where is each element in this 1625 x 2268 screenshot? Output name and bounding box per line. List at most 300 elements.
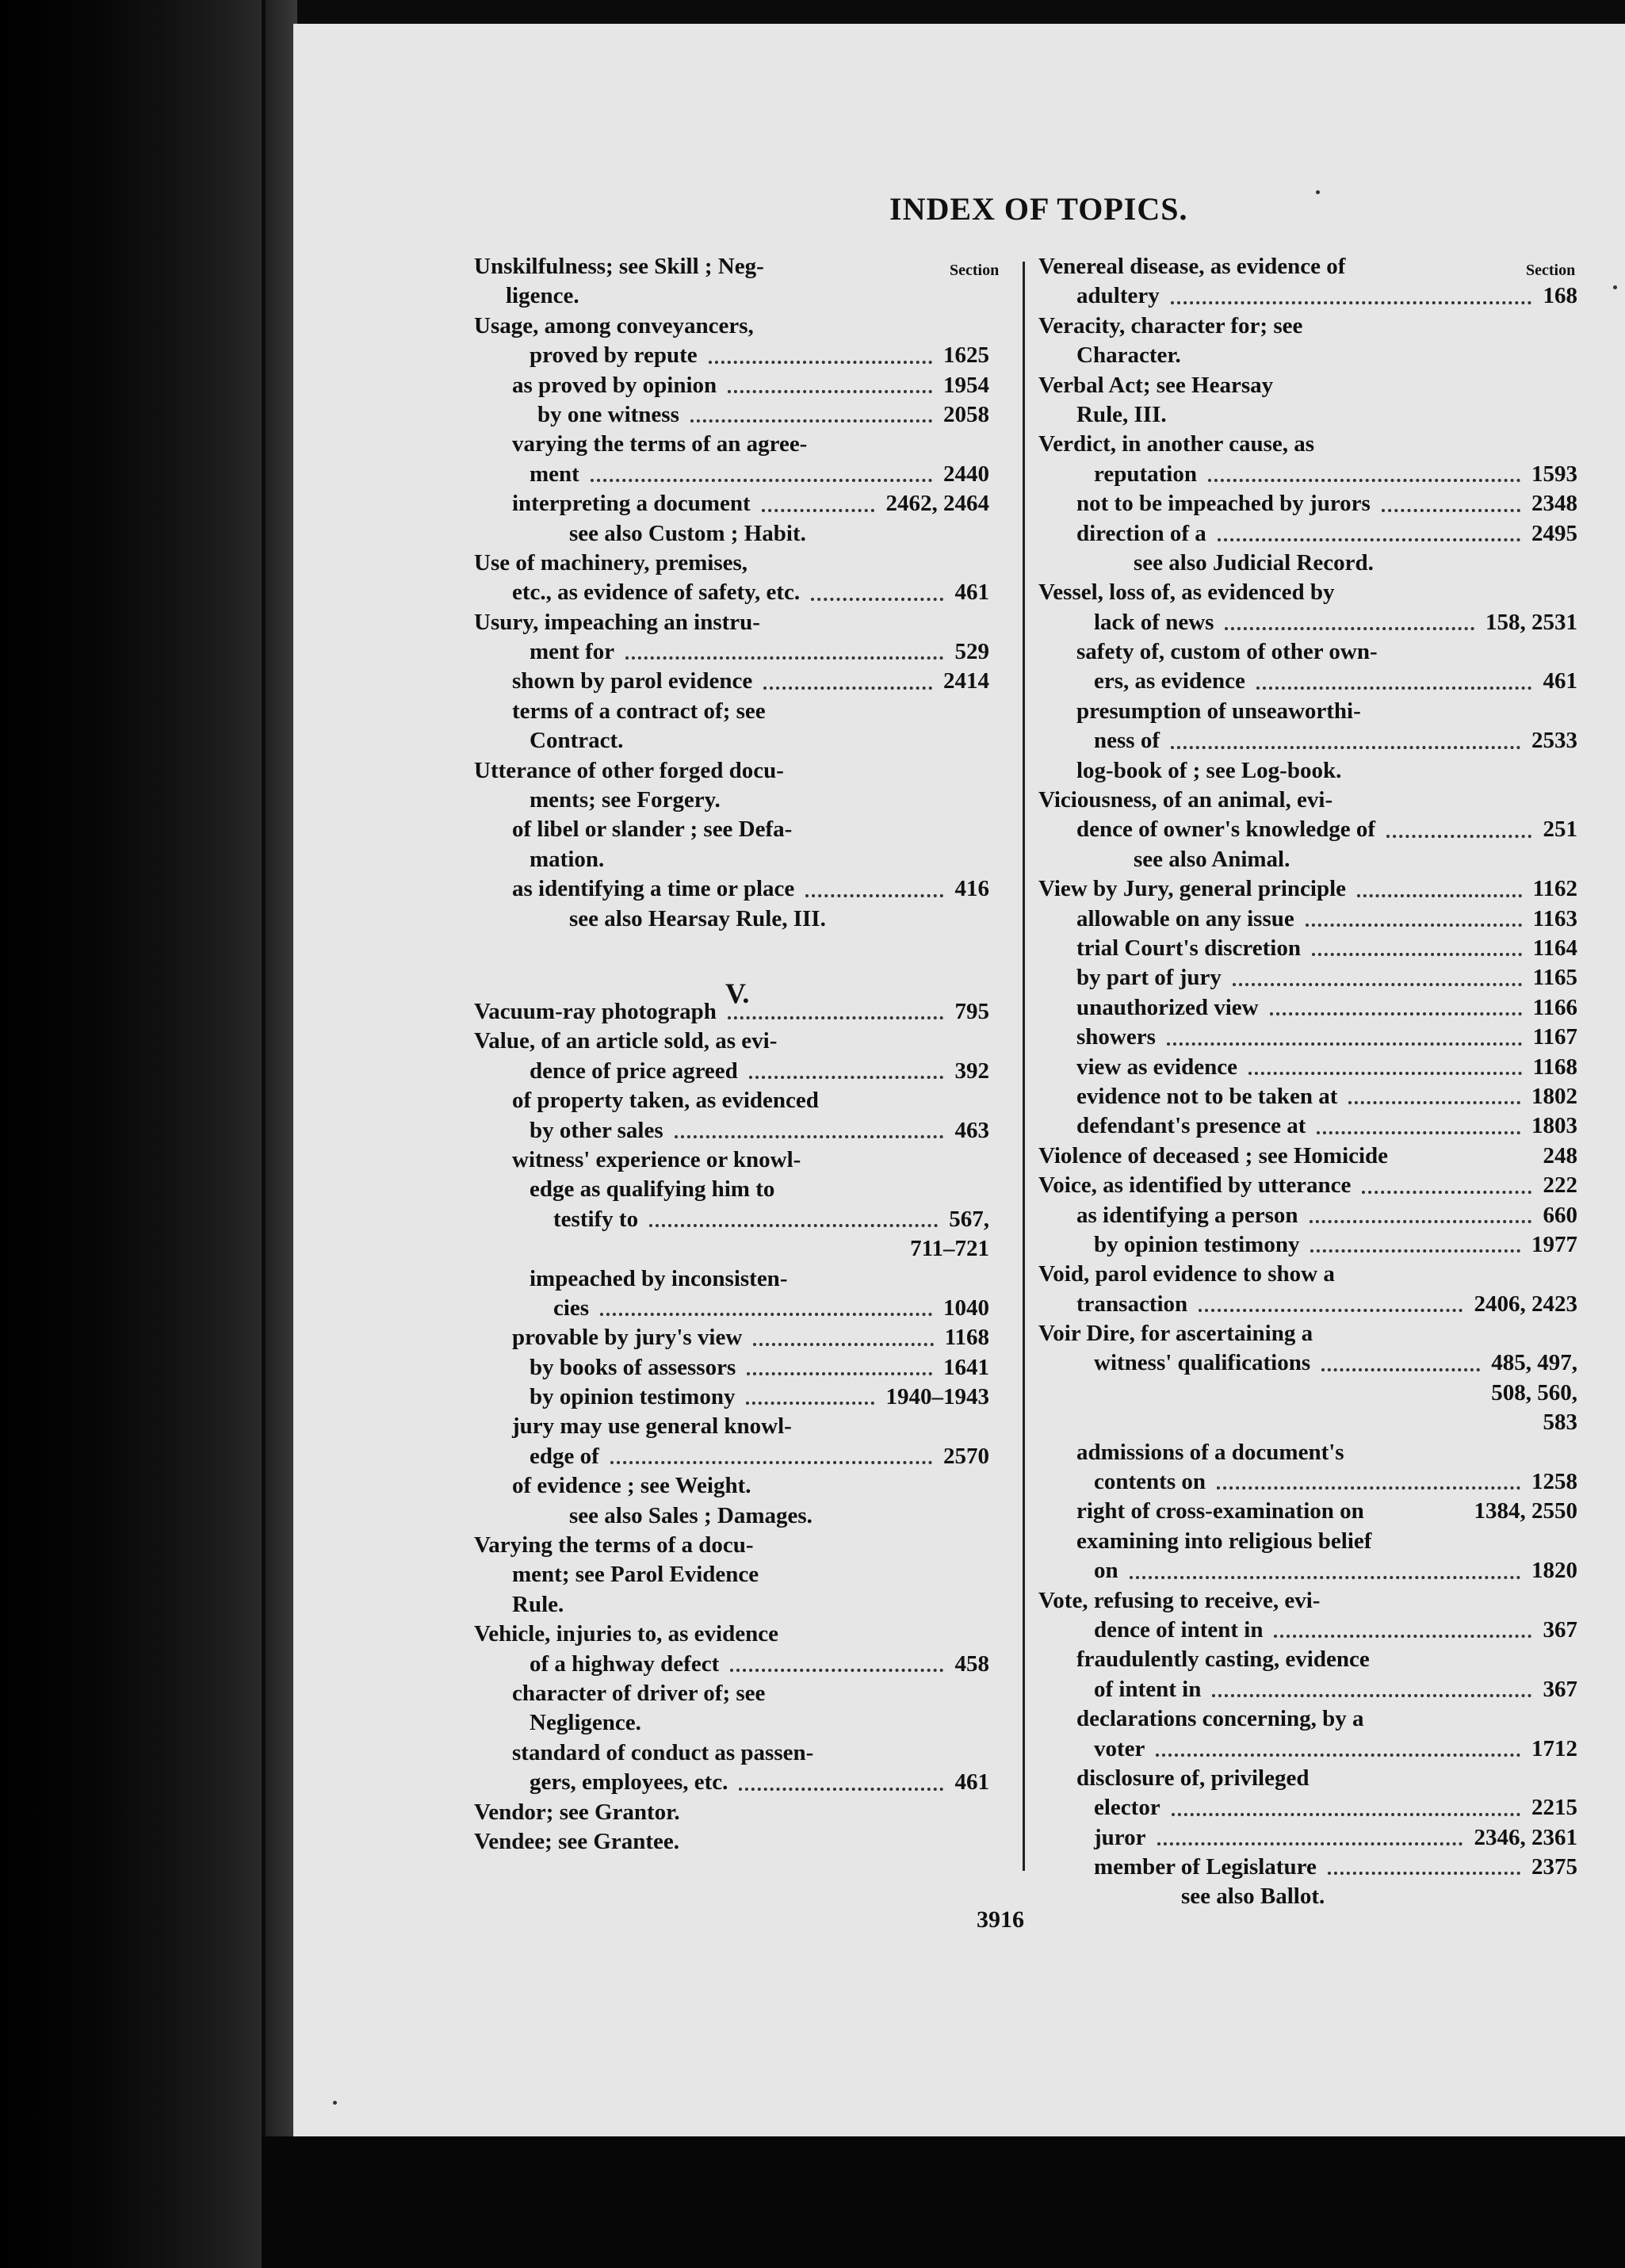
index-entry-line — [1038, 460, 1577, 489]
entry-section-number: 1820 — [1531, 1558, 1577, 1584]
entry-headword: Use — [474, 549, 510, 576]
entry-headword: Verdict, — [1038, 431, 1116, 457]
entry-text — [530, 726, 623, 755]
entry-text — [1076, 1497, 1364, 1526]
entry-description: in another cause, as — [1116, 431, 1315, 457]
entry-text — [1076, 905, 1294, 934]
entry-text — [1076, 341, 1181, 370]
entry-text — [1076, 1111, 1306, 1141]
entry-text — [530, 637, 614, 667]
index-entry-line — [1038, 1793, 1577, 1822]
entry-headword: Violence — [1038, 1142, 1122, 1168]
entry-headword: Vacuum-ray — [474, 998, 596, 1024]
entry-text — [1076, 815, 1375, 844]
entry-description: jury may use general knowl- — [512, 1413, 792, 1440]
entry-text — [530, 1383, 735, 1412]
entry-text — [530, 786, 721, 815]
entry-text — [530, 1175, 774, 1204]
entry-description: of an animal, evi- — [1157, 787, 1333, 813]
index-entry-line — [474, 1708, 989, 1738]
entry-description: trial Court's discretion — [1076, 935, 1301, 961]
entry-description: ; see Skill ; Neg- — [606, 254, 764, 279]
dot-leader — [728, 390, 932, 393]
index-entry-line — [1038, 371, 1577, 400]
entry-description: impeaching an instru- — [538, 609, 760, 635]
dot-leader — [749, 1076, 943, 1079]
entry-description: edge as qualifying him to — [530, 1176, 775, 1203]
entry-section-number: 1593 — [1531, 461, 1577, 487]
index-entry-line — [474, 1827, 989, 1857]
entry-description: log-book of ; see Log-book. — [1076, 757, 1342, 783]
entry-description: injuries to, as evidence — [550, 1621, 778, 1647]
index-entry-line — [474, 1116, 989, 1145]
index-entry-line — [1038, 1586, 1577, 1616]
scan-background — [262, 2136, 1625, 2268]
entry-text — [474, 252, 764, 281]
entry-text — [1076, 1023, 1156, 1052]
page-header: INDEX OF TOPICS. — [889, 191, 1188, 227]
entry-text — [530, 1264, 787, 1294]
index-entry-line — [474, 1205, 989, 1234]
entry-text — [1094, 1823, 1146, 1853]
entry-description: of property taken, as evidenced — [512, 1088, 819, 1114]
entry-text — [1076, 1290, 1187, 1319]
dot-leader — [1382, 509, 1520, 512]
entry-description: among conveyancers, — [538, 312, 754, 338]
entry-text — [512, 1590, 564, 1620]
entry-description: examining into religious belief — [1076, 1528, 1372, 1554]
entry-description: general principle — [1173, 876, 1347, 902]
index-entry-line — [1038, 726, 1577, 755]
entry-section-number: 168 — [1543, 283, 1577, 309]
entry-description: evidence not to be taken at — [1076, 1083, 1338, 1109]
entry-text — [512, 1471, 751, 1501]
dot-leader — [1248, 1072, 1522, 1075]
dot-leader — [1310, 1220, 1531, 1223]
entry-description: of deceased ; see Homicide — [1122, 1142, 1389, 1168]
entry-section-number: 1166 — [1532, 994, 1577, 1020]
entry-section-number: 1940–1943 — [885, 1384, 989, 1410]
index-entry-line — [1038, 430, 1577, 459]
entry-description: as proved by opinion — [512, 372, 717, 398]
index-entry-line — [474, 252, 989, 281]
dot-leader — [762, 509, 874, 512]
index-entry-line — [474, 1264, 989, 1294]
entry-headword: Viciousness, — [1038, 787, 1157, 813]
entry-description: on — [1094, 1558, 1118, 1584]
entry-section-number: 2440 — [943, 461, 989, 487]
entry-section-number: 248 — [1543, 1142, 1577, 1168]
index-entry-line — [1038, 312, 1577, 341]
entry-text — [1038, 252, 1345, 281]
dot-leader — [709, 361, 932, 364]
entry-description: loss of, as evidenced by — [1103, 579, 1335, 606]
entry-section-number: 660 — [1543, 1202, 1577, 1228]
entry-text — [1038, 874, 1346, 904]
entry-section-number: 2414 — [943, 668, 989, 694]
page-edge — [266, 0, 297, 2268]
entry-text — [512, 697, 766, 726]
dot-leader — [690, 419, 932, 423]
page-number: 3916 — [977, 1907, 1024, 1933]
entry-description: dence of intent in — [1094, 1616, 1264, 1643]
entry-section-number: 1803 — [1531, 1113, 1577, 1139]
index-entry-line — [474, 637, 989, 667]
index-entry-line — [1038, 608, 1577, 637]
dot-leader — [1172, 1813, 1520, 1816]
entry-text — [512, 1412, 792, 1441]
index-entry-line — [474, 874, 989, 904]
entry-description: lack of news — [1094, 609, 1214, 635]
entry-section-number: 508, 560, — [1491, 1379, 1577, 1406]
entry-text — [1094, 1616, 1263, 1645]
entry-description: refusing to receive, evi- — [1088, 1587, 1321, 1613]
entry-section-number: 1165 — [1532, 965, 1577, 991]
entry-text — [512, 1145, 801, 1175]
entry-text — [1094, 1734, 1145, 1764]
entry-section-number: 222 — [1543, 1172, 1577, 1199]
entry-text — [530, 1708, 641, 1738]
index-entry-line — [474, 1471, 989, 1501]
entry-text — [474, 1798, 680, 1827]
entry-headword: Varying — [474, 1532, 552, 1559]
dot-leader — [1328, 1872, 1520, 1875]
index-entry-line — [1038, 1230, 1577, 1260]
entry-section-number: 2348 — [1531, 491, 1577, 517]
entry-text — [530, 1442, 599, 1471]
entry-section-number: 461 — [954, 1769, 989, 1796]
index-entry-line — [474, 1294, 989, 1323]
dot-leader — [1217, 1486, 1520, 1490]
entry-section-number: 2406, 2423 — [1474, 1291, 1577, 1317]
dot-leader — [1256, 687, 1531, 690]
entry-description: of intent in — [1094, 1676, 1202, 1702]
index-entry-line — [1038, 1882, 1577, 1911]
dot-leader — [1167, 1042, 1522, 1046]
entry-section-number: 463 — [954, 1117, 989, 1143]
entry-section-number: 1167 — [1532, 1024, 1577, 1050]
dot-leader — [730, 1669, 943, 1672]
scan-speck — [1316, 190, 1320, 194]
index-entry-line — [1038, 1675, 1577, 1704]
entry-description: declarations concerning, by a — [1076, 1706, 1364, 1732]
entry-headword: Vendee — [474, 1828, 545, 1854]
index-entry-line — [1038, 993, 1577, 1023]
entry-text — [530, 1057, 738, 1086]
entry-text — [1038, 1171, 1351, 1200]
index-entry-line — [474, 1442, 989, 1471]
index-entry-line — [474, 815, 989, 844]
entry-text — [1076, 489, 1371, 518]
dot-leader — [739, 1788, 943, 1791]
entry-headword: Vote, — [1038, 1587, 1088, 1613]
index-entry-line — [1038, 905, 1577, 934]
entry-section-number: 251 — [1543, 817, 1577, 843]
entry-headword: Vessel, — [1038, 579, 1103, 606]
entry-text — [1076, 1438, 1344, 1467]
index-entry-line — [1038, 1260, 1577, 1289]
index-entry-line — [1038, 1348, 1577, 1378]
entry-description: for ascertaining a — [1134, 1321, 1313, 1347]
dot-leader — [1208, 479, 1520, 482]
entry-section-number: 2533 — [1531, 728, 1577, 754]
entry-description: as identified by utterance — [1096, 1172, 1352, 1199]
entry-text — [530, 341, 698, 370]
index-entry-line — [1038, 252, 1577, 281]
entry-headword: Usage, — [474, 312, 539, 338]
entry-section-number: 416 — [954, 876, 989, 902]
entry-text — [1076, 756, 1341, 786]
dot-leader — [1310, 1249, 1520, 1253]
entry-text — [1134, 845, 1290, 874]
index-entry-line — [474, 1560, 989, 1589]
dot-leader — [1212, 1694, 1531, 1697]
entry-text — [512, 1738, 813, 1768]
entry-description: not to be impeached by jurors — [1076, 491, 1371, 517]
entry-description: ment — [530, 461, 579, 487]
entry-text — [1076, 934, 1301, 963]
entry-description: ; see Grantee. — [545, 1828, 680, 1854]
index-entry-line — [1038, 1171, 1577, 1200]
entry-section-number: 461 — [1543, 668, 1577, 694]
entry-text — [553, 1205, 638, 1234]
index-entry-line — [474, 1412, 989, 1441]
entry-description: see also Ballot. — [1181, 1884, 1325, 1910]
index-entry-line — [474, 341, 989, 370]
entry-description: provable by jury's view — [512, 1325, 743, 1351]
index-entry-line — [1038, 341, 1577, 370]
entry-headword: Voir Dire, — [1038, 1321, 1135, 1347]
index-entry-line — [1038, 1408, 1577, 1437]
dot-leader — [753, 1343, 934, 1346]
entry-description: ness of — [1094, 728, 1160, 754]
entry-section-number: 1641 — [943, 1354, 989, 1380]
index-entry-line — [1038, 1497, 1577, 1526]
entry-text — [1038, 1319, 1313, 1348]
entry-description: of machinery, premises, — [510, 549, 748, 576]
entry-section-number: 1384, 2550 — [1474, 1498, 1577, 1524]
dot-leader — [747, 1372, 932, 1375]
dot-leader — [1362, 1191, 1531, 1194]
entry-text — [1094, 1853, 1317, 1882]
index-entry-line — [474, 400, 989, 430]
entry-section-number: 1977 — [1531, 1231, 1577, 1257]
entry-headword: Utterance — [474, 757, 572, 783]
entry-section-number: 1163 — [1532, 905, 1577, 931]
index-entry-line — [1038, 1111, 1577, 1141]
entry-description: of other forged docu- — [571, 757, 784, 783]
entry-text — [512, 489, 751, 518]
entry-section-number: 2462, 2464 — [885, 491, 989, 517]
dot-leader — [1312, 953, 1522, 956]
entry-description: elector — [1094, 1795, 1160, 1821]
index-entry-line — [1038, 281, 1577, 311]
entry-description: Contract. — [530, 728, 624, 754]
entry-section-number: 461 — [954, 579, 989, 606]
entry-section-number: 2570 — [943, 1443, 989, 1469]
entry-description: ligence. — [506, 283, 579, 309]
entry-section-number: 1162 — [1532, 876, 1577, 902]
entry-text — [512, 667, 752, 696]
dot-leader — [1274, 1635, 1531, 1638]
entry-text — [530, 1353, 736, 1383]
entry-section-number: 711–721 — [910, 1236, 989, 1262]
entry-section-number: 2495 — [1531, 520, 1577, 546]
entry-section-number: 1168 — [1532, 1054, 1577, 1080]
entry-description: by one witness — [537, 401, 679, 427]
entry-text — [1038, 430, 1314, 459]
entry-section-number: 583 — [1543, 1409, 1577, 1436]
entry-description: shown by parol evidence — [512, 668, 753, 694]
entry-description: unauthorized view — [1076, 994, 1259, 1020]
entry-description: admissions of a document's — [1076, 1439, 1344, 1465]
index-entry-line — [1038, 578, 1577, 607]
entry-text — [474, 1027, 777, 1056]
entry-description: disease, as evidence of — [1123, 254, 1346, 279]
entry-headword: Veracity, — [1038, 312, 1126, 338]
entry-text — [474, 756, 784, 786]
entry-description: ers, as evidence — [1094, 668, 1245, 694]
index-entry-line — [1038, 1290, 1577, 1319]
index-entry-line — [474, 1234, 989, 1264]
entry-text — [1094, 1230, 1299, 1260]
index-entry-line — [474, 1175, 989, 1204]
dot-leader — [763, 687, 932, 690]
entry-text — [1076, 281, 1160, 311]
entry-text — [1076, 1645, 1370, 1674]
entry-text — [530, 1116, 663, 1145]
entry-description: the terms of a docu- — [552, 1532, 754, 1559]
entry-text — [1134, 549, 1374, 578]
entry-text — [512, 815, 792, 844]
entry-description: adultery — [1076, 283, 1160, 309]
scan-speck — [333, 2101, 337, 2105]
entry-description: Character. — [1076, 342, 1181, 369]
entry-headword: Value, — [474, 1028, 536, 1054]
entry-description: of a highway defect — [530, 1650, 720, 1677]
entry-text — [474, 1827, 679, 1857]
entry-description: Negligence. — [530, 1710, 641, 1736]
dot-leader — [805, 894, 943, 897]
entry-description: character of driver of; see — [512, 1680, 766, 1706]
entry-section-number: 1712 — [1531, 1735, 1577, 1761]
index-entry-line — [1038, 756, 1577, 786]
entry-description: by books of assessors — [530, 1354, 736, 1380]
entry-text — [1038, 1586, 1320, 1616]
index-entry-line — [1038, 1082, 1577, 1111]
entry-description: member of Legislature — [1094, 1854, 1317, 1880]
entry-description: see also Custom ; Habit. — [569, 520, 806, 546]
entry-description: witness' qualifications — [1094, 1350, 1311, 1376]
index-entry-line — [474, 1768, 989, 1797]
entry-description: testify to — [553, 1206, 639, 1232]
index-entry-line — [474, 1383, 989, 1412]
index-entry-line — [1038, 1527, 1577, 1556]
dot-leader — [1130, 1576, 1520, 1579]
entry-text — [1094, 460, 1197, 489]
entry-text — [1076, 1082, 1337, 1111]
index-entry-line — [1038, 963, 1577, 992]
entry-description: ments; see Forgery. — [530, 787, 721, 813]
entry-text — [1076, 1053, 1237, 1082]
entry-description: safety of, custom of other own- — [1076, 639, 1378, 665]
entry-description: gers, employees, etc. — [530, 1769, 728, 1796]
dot-leader — [591, 479, 932, 482]
index-entry-line — [1038, 1379, 1577, 1408]
index-entry-line — [1038, 934, 1577, 963]
index-entry-line — [474, 430, 989, 459]
dot-leader — [1317, 1131, 1520, 1134]
index-entry-line — [1038, 1853, 1577, 1882]
entry-description: ment for — [530, 639, 615, 665]
index-entry-line — [1038, 1201, 1577, 1230]
index-entry-line — [1038, 1704, 1577, 1734]
entry-text — [474, 549, 748, 578]
index-entry-line — [1038, 667, 1577, 696]
entry-text — [512, 371, 717, 400]
entry-description: by part of jury — [1076, 965, 1222, 991]
entry-section-number: 1802 — [1531, 1083, 1577, 1109]
entry-description: see also Sales ; Damages. — [569, 1502, 812, 1528]
entry-description: by other sales — [530, 1117, 663, 1143]
entry-text — [474, 608, 760, 637]
entry-text — [512, 1323, 742, 1352]
entry-section-number: 485, 497, — [1491, 1350, 1577, 1376]
entry-text — [537, 400, 679, 430]
index-entry-line — [474, 1086, 989, 1115]
entry-text — [506, 281, 579, 311]
entry-section-number: 795 — [954, 998, 989, 1024]
entry-description: character for; see — [1125, 312, 1303, 338]
entry-text — [1094, 726, 1160, 755]
entry-description: parol evidence to show a — [1089, 1261, 1335, 1287]
entry-text — [1181, 1882, 1325, 1911]
entry-section-number: 367 — [1543, 1676, 1577, 1702]
entry-text — [474, 1620, 778, 1649]
entry-text — [1094, 667, 1245, 696]
entry-description: by opinion testimony — [1094, 1231, 1300, 1257]
entry-description: fraudulently casting, evidence — [1076, 1646, 1370, 1673]
index-entry-line — [474, 697, 989, 726]
dot-leader — [1386, 835, 1531, 838]
index-entry-line — [1038, 400, 1577, 430]
scan-speck — [1613, 285, 1617, 289]
entry-description: of evidence ; see Weight. — [512, 1473, 751, 1499]
index-entry-line — [1038, 549, 1577, 578]
entry-section-number: 367 — [1543, 1616, 1577, 1643]
index-entry-line — [474, 1145, 989, 1175]
entry-text — [1038, 1260, 1335, 1289]
entry-section-number: 1258 — [1531, 1469, 1577, 1495]
index-column-left — [474, 252, 989, 1857]
entry-headword: Verbal Act — [1038, 372, 1143, 398]
entry-description: as identifying a person — [1076, 1202, 1298, 1228]
entry-text — [512, 430, 807, 459]
index-entry-line — [1038, 489, 1577, 518]
entry-text — [1094, 1348, 1310, 1378]
entry-section-number: 1164 — [1532, 935, 1577, 961]
entry-text — [1094, 608, 1214, 637]
index-entry-line — [474, 1590, 989, 1620]
entry-text — [553, 1294, 589, 1323]
index-entry-line — [474, 726, 989, 755]
entry-description: reputation — [1094, 461, 1197, 487]
index-entry-line — [474, 1738, 989, 1768]
entry-text — [530, 1650, 719, 1679]
dot-leader — [1171, 301, 1531, 304]
dot-leader — [649, 1224, 938, 1227]
entry-text — [474, 997, 717, 1027]
